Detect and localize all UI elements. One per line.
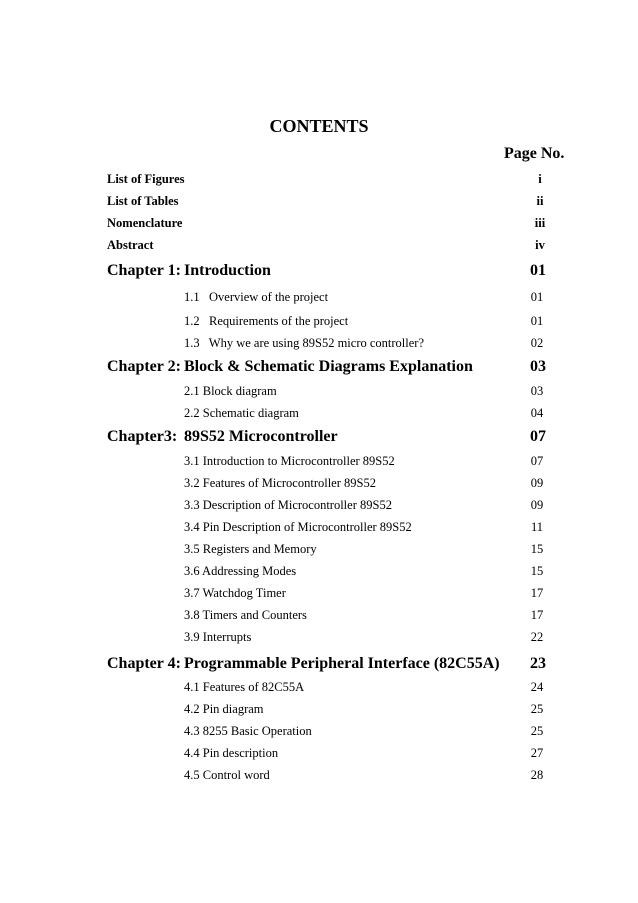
section-title: 3.5 Registers and Memory [184, 542, 317, 556]
section-title: 3.1 Introduction to Microcontroller 89S52 [184, 454, 395, 468]
section-page: 22 [530, 630, 544, 644]
section-title: 3.6 Addressing Modes [184, 564, 297, 578]
chapter-title: 89S52 Microcontroller [184, 428, 338, 445]
page-number-column-header: Page No. [504, 145, 565, 162]
section-page: 15 [530, 564, 544, 578]
section-page: 17 [530, 586, 544, 600]
chapter-page: 23 [530, 655, 546, 672]
section-title: 4.3 8255 Basic Operation [184, 724, 312, 738]
section-page: 24 [530, 680, 544, 694]
toc-entry-label: List of Tables [107, 194, 179, 208]
toc-entry-page: iv [535, 238, 545, 252]
chapter-page: 03 [530, 358, 546, 375]
chapter-label: Chapter 1: [107, 262, 181, 279]
section-title: 4.1 Features of 82C55A [184, 680, 305, 694]
section-title: 3.2 Features of Microcontroller 89S52 [184, 476, 376, 490]
section-page: 09 [530, 476, 544, 490]
section-title: 3.8 Timers and Counters [184, 608, 307, 622]
page-title: CONTENTS [269, 116, 369, 136]
chapter-page: 07 [530, 428, 546, 445]
section-page: 17 [530, 608, 544, 622]
section-title: 2.1 Block diagram [184, 384, 277, 398]
section-page: 27 [530, 746, 544, 760]
chapter-label: Chapter 2: [107, 358, 181, 375]
section-title: 3.4 Pin Description of Microcontroller 89S52 [184, 520, 412, 534]
section-title: 2.2 Schematic diagram [184, 406, 299, 420]
toc-entry-label: Nomenclature [107, 216, 183, 230]
section-page: 15 [530, 542, 544, 556]
section-title: 1.2 Requirements of the project [184, 314, 349, 328]
section-title: 4.5 Control word [184, 768, 270, 782]
toc-entry-page: i [538, 172, 542, 186]
toc-entry-label: List of Figures [107, 172, 185, 186]
section-page: 09 [530, 498, 544, 512]
chapter-label: Chapter 4: [107, 655, 181, 672]
chapter-label: Chapter3: [107, 428, 178, 445]
section-page: 01 [530, 290, 544, 304]
section-page: 28 [530, 768, 544, 782]
section-page: 11 [530, 520, 544, 534]
chapter-page: 01 [530, 262, 546, 279]
section-page: 04 [530, 406, 544, 420]
section-page: 25 [530, 724, 544, 738]
toc-entry-page: ii [536, 194, 544, 208]
section-page: 03 [530, 384, 544, 398]
section-title: 3.9 Interrupts [184, 630, 252, 644]
section-page: 01 [530, 314, 544, 328]
section-title: 3.3 Description of Microcontroller 89S52 [184, 498, 392, 512]
section-page: 02 [530, 336, 544, 350]
chapter-title: Block & Schematic Diagrams Explanation [184, 358, 473, 375]
section-title: 3.7 Watchdog Timer [184, 586, 286, 600]
section-title: 4.2 Pin diagram [184, 702, 264, 716]
section-page: 25 [530, 702, 544, 716]
chapter-title: Programmable Peripheral Interface (82C55A) [184, 655, 500, 672]
section-title: 1.1 Overview of the project [184, 290, 329, 304]
section-title: 4.4 Pin description [184, 746, 279, 760]
toc-entry-page: iii [534, 216, 546, 230]
section-title: 1.3 Why we are using 89S52 micro controller? [184, 336, 424, 350]
toc-entry-label: Abstract [107, 238, 154, 252]
section-page: 07 [530, 454, 544, 468]
chapter-title: Introduction [184, 262, 271, 279]
